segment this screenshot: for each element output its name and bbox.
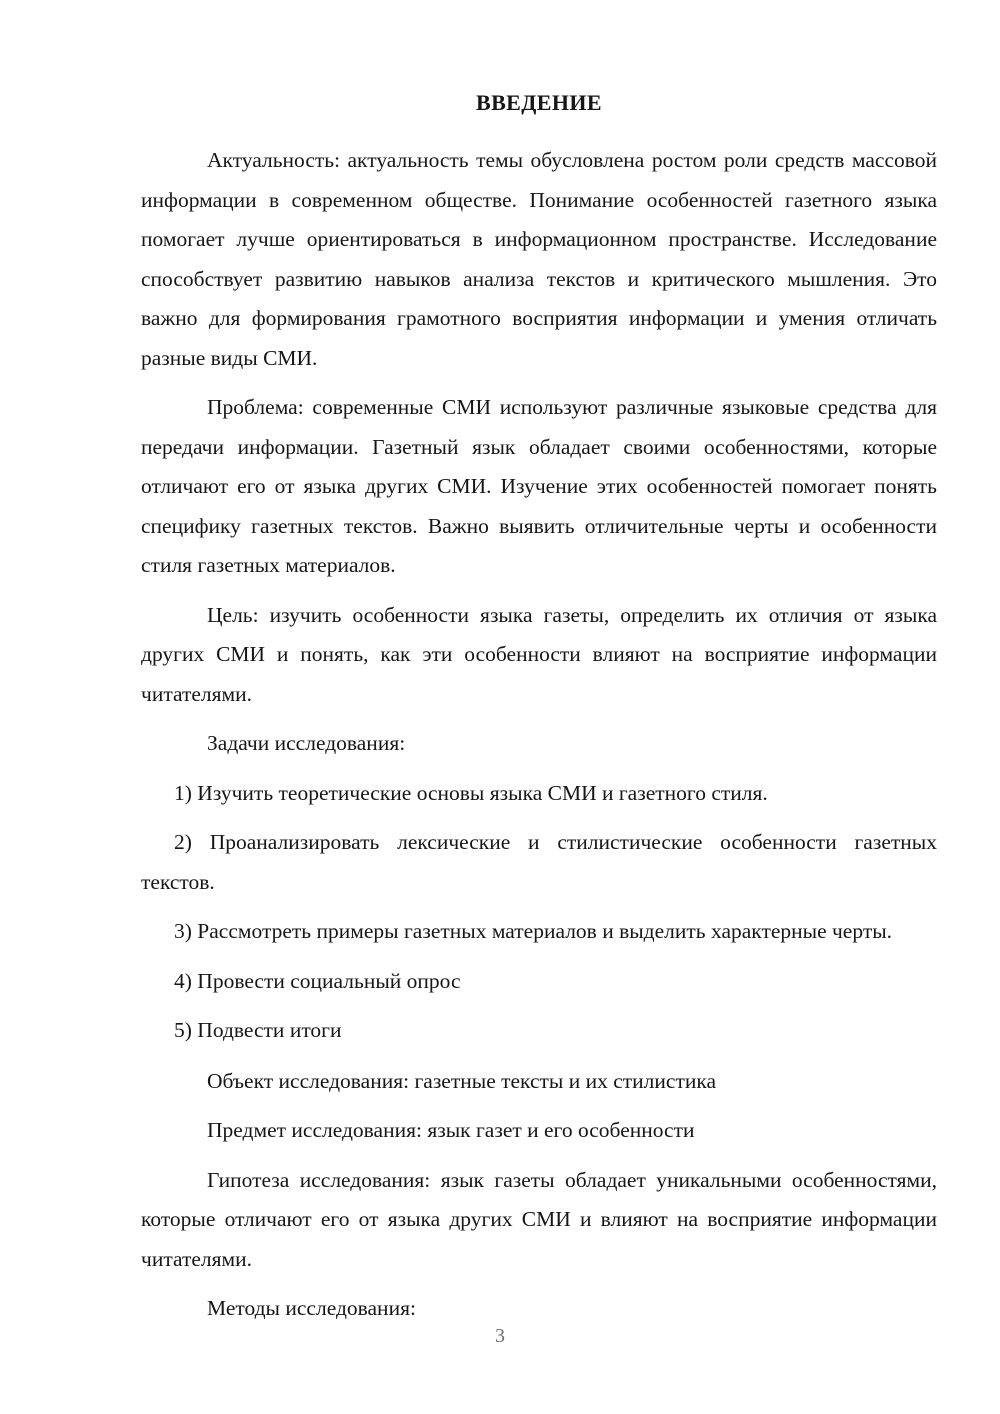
paragraph-spacer: [141, 586, 937, 596]
paragraph-spacer: [141, 1101, 937, 1111]
paragraph-spacer: [141, 1001, 937, 1011]
paragraph-spacer: [141, 764, 937, 774]
paragraph-relevance: Актуальность: актуальность темы обусловлена ростом роли средств массовой информации в современном обществе. Понимание особенностей газетного языка помогает лучше ориентироваться в информационном пространстве. Исследование способствует развитию навыков анализа текстов и критического мышления. Это важно для формирования грамотного восприятия информации и умения отличать разные виды СМИ.: [141, 148, 937, 370]
list-item-label: Изучить теоретические основы языка СМИ и газетного стиля.: [197, 780, 768, 805]
paragraph-spacer: [141, 952, 937, 962]
page-title: ВВЕДЕНИЕ: [476, 90, 602, 115]
paragraph-subject: Предмет исследования: язык газет и его особенности: [207, 1118, 695, 1143]
paragraph-goal: Цель: изучить особенности языка газеты, определить их отличия от языка других СМИ и понять, как эти особенности влияют на восприятие информации читателями.: [141, 602, 937, 706]
paragraph-spacer: [141, 714, 937, 724]
list-item: [141, 912, 937, 952]
list-item-number: 4): [174, 968, 198, 993]
paragraph-spacer: [141, 378, 937, 388]
list-item-label: Проанализировать лексические и стилистические особенности газетных текстов.: [141, 830, 937, 894]
list-item-number: 5): [174, 1018, 198, 1043]
list-item-number: 3): [174, 919, 198, 944]
heading-tasks: Задачи исследования:: [207, 731, 406, 756]
list-item: [141, 962, 937, 1002]
heading-methods: Методы исследования:: [207, 1296, 416, 1321]
paragraph-spacer: [141, 1151, 937, 1161]
paragraph-spacer: [141, 813, 937, 823]
page-number: 3: [495, 1325, 505, 1347]
paragraph-spacer: [141, 902, 937, 912]
list-item-number: 1): [174, 780, 198, 805]
list-item-label: Рассмотреть примеры газетных материалов и выделить характерные черты.: [197, 919, 893, 944]
list-item-label: Подвести итоги: [197, 1018, 342, 1043]
list-item-number: 2): [174, 830, 210, 855]
paragraph-spacer: [141, 1051, 937, 1062]
paragraph-object: Объект исследования: газетные тексты и их стилистика: [207, 1068, 717, 1093]
list-item: [141, 774, 937, 814]
paragraph-spacer: [141, 1279, 937, 1289]
page-content: [141, 88, 937, 1329]
list-item-label: Провести социальный опрос: [197, 968, 461, 993]
list-item: [141, 823, 937, 902]
paragraph-hypothesis: Гипотеза исследования: язык газеты обладает уникальными особенностями, которые отличают его от языка других СМИ и влияют на восприятие информации читателями.: [141, 1167, 937, 1271]
paragraph-problem: Проблема: современные СМИ используют различные языковые средства для передачи информации. Газетный язык обладает своими особенностями, которые отличают его от языка других СМИ. Изучение этих особенностей помогает понять специфику газетных текстов. Важно выявить отличительные черты и особенности стиля газетных материалов.: [141, 395, 937, 578]
list-item: [141, 1011, 937, 1051]
